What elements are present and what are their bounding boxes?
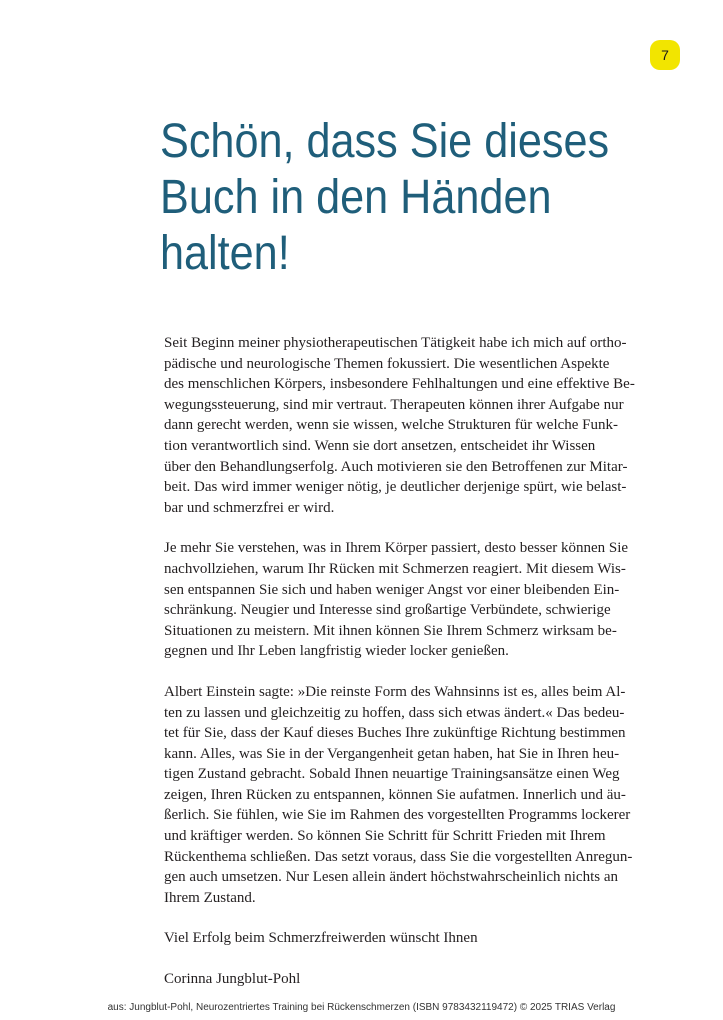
text-line: des menschlichen Körpers, insbesondere Fehlhaltungen und eine effektive Be- bbox=[164, 376, 635, 393]
text-line: gegnen und Ihr Leben langfristig wieder locker genießen. bbox=[164, 643, 509, 660]
paragraph bbox=[164, 682, 644, 909]
paragraph bbox=[164, 333, 644, 518]
source-footer: aus: Jungblut-Pohl, Neurozentriertes Training bei Rückenschmerzen (ISBN 9783432119472) © 2025 TRIAS Verlag bbox=[107, 1002, 616, 1013]
page-number: 7 bbox=[661, 47, 669, 63]
text-line: nachvollziehen, warum Ihr Rücken mit Schmerzen reagiert. Mit diesem Wis- bbox=[164, 560, 626, 577]
text-line: tet für Sie, dass der Kauf dieses Buches Ihre zukünftige Richtung bestimmen bbox=[164, 725, 626, 742]
paragraph bbox=[164, 969, 644, 990]
text-line: bar und schmerzfrei er wird. bbox=[164, 499, 335, 516]
text-line: schränkung. Neugier und Interesse sind großartige Verbündete, schwierige bbox=[164, 602, 611, 619]
body-text bbox=[164, 333, 644, 990]
text-line: kann. Alles, was Sie in der Vergangenheit getan haben, hat Sie in Ihren heu- bbox=[164, 745, 620, 762]
text-line: zeigen, Ihren Rücken zu entspannen, können Sie aufatmen. Innerlich und äu- bbox=[164, 786, 626, 803]
text-line: tion verantwortlich sind. Wenn sie dort ansetzen, entscheidet ihr Wissen bbox=[164, 437, 596, 454]
text-line: Situationen zu meistern. Mit ihnen können Sie Ihrem Schmerz wirksam be- bbox=[164, 622, 617, 639]
text-line: über den Behandlungserfolg. Auch motivieren sie den Betroffenen zur Mitar- bbox=[164, 458, 628, 475]
text-line: Corinna Jungblut-Pohl bbox=[164, 971, 301, 988]
text-line: Ihrem Zustand. bbox=[164, 889, 256, 906]
text-line: dann gerecht werden, wenn sie wissen, welche Strukturen für welche Funk- bbox=[164, 417, 619, 434]
text-line: Viel Erfolg beim Schmerzfreiwerden wünscht Ihnen bbox=[164, 930, 478, 947]
text-line: ßerlich. Sie fühlen, wie Sie im Rahmen des vorgestellten Programms lockerer bbox=[164, 807, 631, 824]
page-number-badge bbox=[650, 40, 680, 70]
text-line: sen entspannen Sie sich und haben weniger Angst vor einer bleibenden Ein- bbox=[164, 581, 620, 598]
paragraph bbox=[164, 928, 644, 949]
title-line: Buch in den Händen bbox=[160, 171, 552, 224]
text-line: Albert Einstein sagte: »Die reinste Form des Wahnsinns ist es, alles beim Al- bbox=[164, 683, 626, 700]
title-line: halten! bbox=[160, 227, 290, 280]
text-line: Je mehr Sie verstehen, was in Ihrem Körper passiert, desto besser können Sie bbox=[164, 540, 629, 557]
text-line: beit. Das wird immer weniger nötig, je deutlicher derjenige spürt, wie belast- bbox=[164, 479, 627, 496]
paragraph bbox=[164, 538, 644, 662]
text-line: tigen Zustand gebracht. Sobald Ihnen neuartige Trainingsansätze einen Weg bbox=[164, 766, 620, 783]
text-line: wegungssteuerung, sind mir vertraut. Therapeuten können ihrer Aufgabe nur bbox=[164, 396, 624, 413]
text-line: gen auch umsetzen. Nur Lesen allein ändert höchstwahrscheinlich nichts an bbox=[164, 869, 619, 886]
page-title bbox=[160, 114, 646, 282]
text-line: ten zu lassen und gleichzeitig zu hoffen, dass sich etwas ändert.« Das bedeu- bbox=[164, 704, 625, 721]
title-line: Schön, dass Sie dieses bbox=[160, 115, 610, 168]
text-line: und kräftiger werden. So können Sie Schritt für Schritt Frieden mit Ihrem bbox=[164, 828, 606, 845]
text-line: Rückenthema schließen. Das setzt voraus, dass Sie die vorgestellten Anregun- bbox=[164, 848, 633, 865]
text-line: Seit Beginn meiner physiotherapeutischen Tätigkeit habe ich mich auf ortho- bbox=[164, 335, 627, 351]
text-line: pädische und neurologische Themen fokussiert. Die wesentlichen Aspekte bbox=[164, 355, 610, 372]
